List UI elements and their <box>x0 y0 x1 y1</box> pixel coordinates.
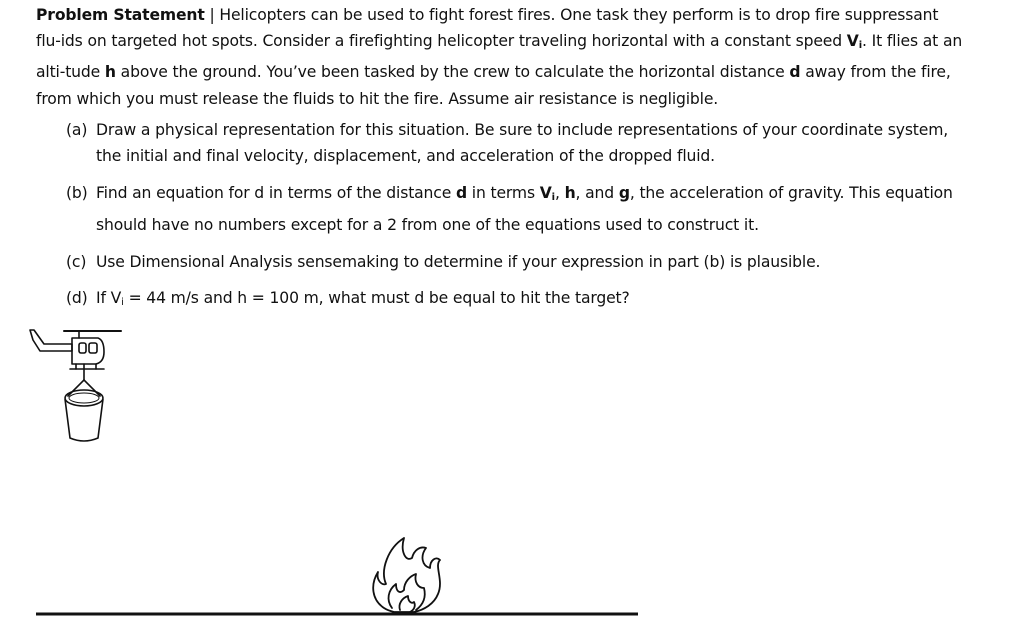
problem-text-4: away from the fire, from which you must release the fluids to hit the fire. Assume air resistance is negligible. <box>36 63 951 108</box>
part-b-text-3: , <box>554 184 565 203</box>
part-c-text: Use Dimensional Analysis sensemaking to determine if your expression in part (b) is plausible. <box>96 252 821 271</box>
velocity-symbol: $V_i$ <box>846 32 862 52</box>
problem-text-2: . It flies at an alti-tude <box>36 32 963 82</box>
part-b-gravity-symbol: g <box>618 184 630 203</box>
problem-text-1: Helicopters can be used to fight forest fires. One task they perform is to drop fire suppressant flu-ids on targeted hot spots. Consider a firefighting helicopter traveling horizontal with a constant speed <box>36 6 939 51</box>
problem-heading: Problem Statement <box>36 6 205 24</box>
part-c-label: (c) <box>66 252 87 271</box>
part-a-label: (a) <box>66 121 88 139</box>
problem-paragraph <box>36 2 966 112</box>
part-d <box>66 285 966 316</box>
part-d-text-1: If V <box>96 289 122 308</box>
part-b <box>66 180 966 237</box>
part-b-label: (b) <box>66 184 88 203</box>
distance-symbol: d <box>789 63 801 82</box>
part-d-label: (d) <box>66 289 88 308</box>
part-b-distance-symbol: d <box>455 184 467 203</box>
part-d-text-2: = 44 m/s and h = 100 m, what must d be equal to hit the target? <box>123 289 630 308</box>
problem-text-3: above the ground. You’ve been tasked by the crew to calculate the horizontal distance <box>115 63 790 82</box>
problem-statement <box>36 2 966 112</box>
height-symbol: h <box>104 63 116 82</box>
part-b-height-symbol: h <box>564 184 576 203</box>
part-b-velocity-symbol: $V_i$ <box>539 184 555 204</box>
part-b-text-4: , and <box>575 184 619 203</box>
part-b-text-5: , the acceleration of gravity. This equation should have no numbers except for a 2 from one of the equations used to construct it. <box>96 184 953 234</box>
part-c <box>66 249 966 275</box>
heading-separator: | <box>209 6 215 24</box>
part-b-text-1: Find an equation for d in terms of the distance <box>96 184 456 203</box>
helicopter-icon <box>30 330 121 396</box>
part-d-subscript: i <box>121 297 124 309</box>
part-a-text: Draw a physical representation for this situation. Be sure to include representations of your coordinate system, the initial and final velocity, displacement, and acceleration of the dropped fluid. <box>96 121 949 166</box>
part-b-text-2: in terms <box>466 184 540 203</box>
fire-icon <box>373 538 440 612</box>
problem-parts <box>66 117 966 326</box>
part-a <box>66 117 966 169</box>
water-bucket-icon <box>65 390 103 441</box>
